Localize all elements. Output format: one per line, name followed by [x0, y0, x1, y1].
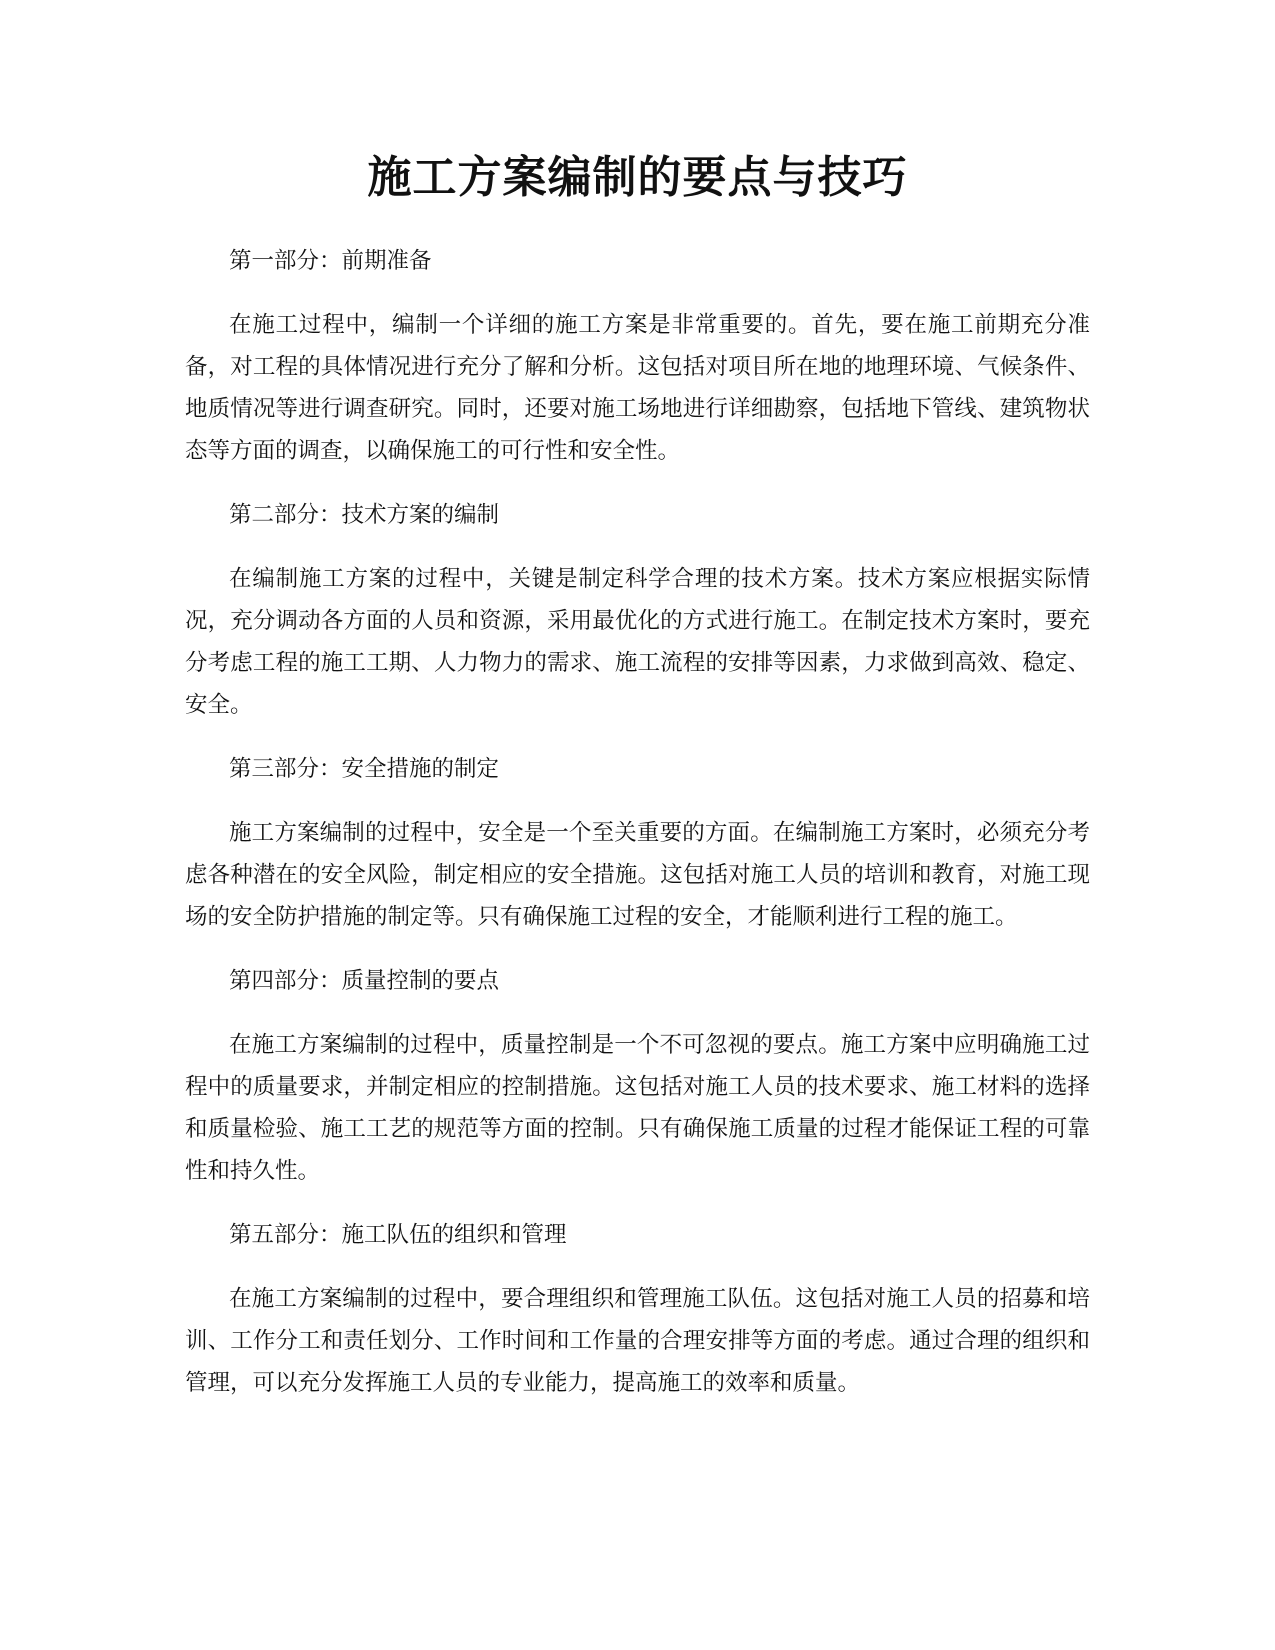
section-heading-3: 第三部分：安全措施的制定: [229, 756, 500, 782]
section-paragraph-2: 在编制施工方案的过程中，关键是制定科学合理的技术方案。技术方案应根据实际情况，充分调动各方面的人员和资源，采用最优化的方式进行施工。在制定技术方案时，要充分考虑工程的施工工期、人力物力的需求、施工流程的安排等因素，力求做到高效、稳定、安全。: [185, 566, 1090, 718]
document-title: 施工方案编制的要点与技巧: [367, 152, 908, 203]
section-heading-4: 第四部分：质量控制的要点: [229, 968, 500, 994]
section-heading-5: 第五部分：施工队伍的组织和管理: [229, 1222, 567, 1248]
section-paragraph-1: 在施工过程中，编制一个详细的施工方案是非常重要的。首先，要在施工前期充分准备，对工程的具体情况进行充分了解和分析。这包括对项目所在地的地理环境、气候条件、地质情况等进行调查研究。同时，还要对施工场地进行详细勘察，包括地下管线、建筑物状态等方面的调查，以确保施工的可行性和安全性。: [185, 312, 1090, 464]
document-body: [185, 240, 1090, 1426]
section-paragraph-5: 在施工方案编制的过程中，要合理组织和管理施工队伍。这包括对施工人员的招募和培训、工作分工和责任划分、工作时间和工作量的合理安排等方面的考虑。通过合理的组织和管理，可以充分发挥施工人员的专业能力，提高施工的效率和质量。: [185, 1286, 1090, 1396]
section-heading-2: 第二部分：技术方案的编制: [229, 502, 500, 528]
section-heading-1: 第一部分：前期准备: [229, 248, 432, 274]
section-paragraph-3: 施工方案编制的过程中，安全是一个至关重要的方面。在编制施工方案时，必须充分考虑各种潜在的安全风险，制定相应的安全措施。这包括对施工人员的培训和教育，对施工现场的安全防护措施的制定等。只有确保施工过程的安全，才能顺利进行工程的施工。: [185, 820, 1090, 930]
section-paragraph-4: 在施工方案编制的过程中，质量控制是一个不可忽视的要点。施工方案中应明确施工过程中的质量要求，并制定相应的控制措施。这包括对施工人员的技术要求、施工材料的选择和质量检验、施工工艺的规范等方面的控制。只有确保施工质量的过程才能保证工程的可靠性和持久性。: [185, 1032, 1090, 1184]
